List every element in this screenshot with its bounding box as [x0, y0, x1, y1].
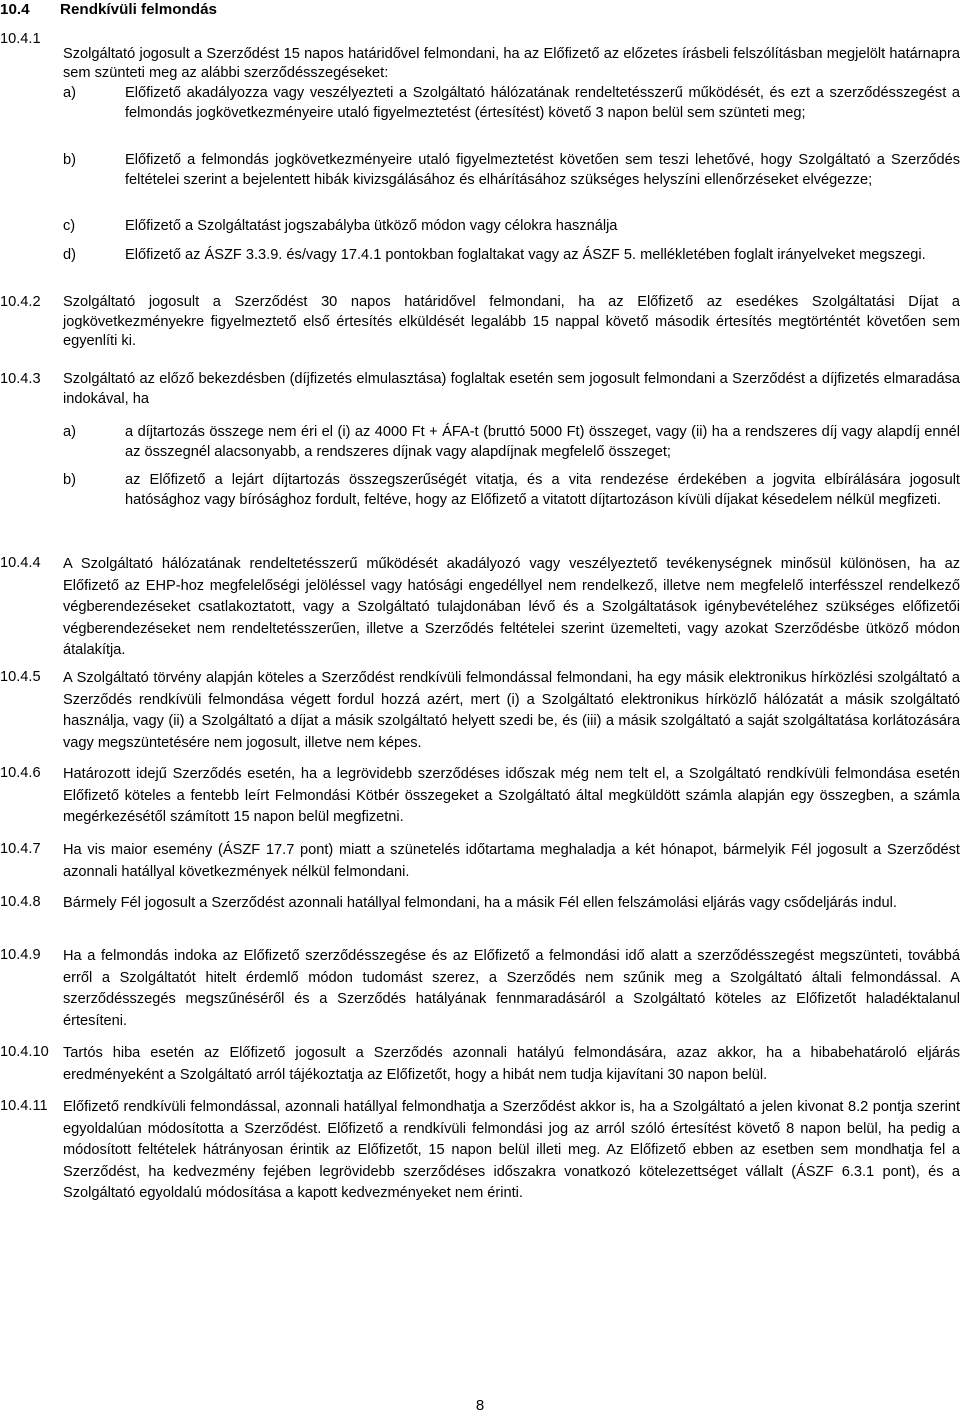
list-item	[0, 423, 960, 462]
clause-10-4-8	[0, 893, 960, 915]
clause-text: Előfizető rendkívüli felmondással, azonnali hatállyal felmondhatja a Szerződést akkor is, ha a Szolgáltató a jelen kivonat 8.2 pontja szerint egyoldalúan módosította a Szerződést. Előfizető a rendkívüli felmondási jog az arról szóló értesítést követő 8 napon belül, ha pedig a módosított feltételek hátrányosan érintik az Előfizetőt, 15 napon belül illeti meg. Az Előfizető ebben az esetben sem mondhatja fel a Szerződést, ha kedvezmény fejében legrövidebb szerződéses időszakra vonatkozó kötelezettséget vállalt (ÁSZF 6.3.1 pont), és a Szolgáltató egyoldalú módosítása a kapott kedvezményeket nem érinti.	[63, 1099, 960, 1202]
clause-text: Bármely Fél jogosult a Szerződést azonnali hatállyal felmondani, ha a másik Fél ellen felszámolási eljárás vagy csődeljárás indul.	[63, 895, 897, 911]
clause-number: 10.4.11	[0, 1098, 48, 1114]
list-item-text: az Előfizető a lejárt díjtartozás összegszerűségét vitatja, és a vita rendezése érdekében a jogvita elbírálására jogosult hatósághoz vagy bírósághoz fordult, feltéve, hogy az Előfizető a vitatott díjtartozáson kívüli díjakat késedelem nélkül megfizeti.	[125, 472, 960, 508]
clause-number: 10.4.10	[0, 1044, 49, 1060]
clause-text: Ha a felmondás indoka az Előfizető szerződésszegése és az Előfizető a felmondási idő alatt a szerződésszegést megszünteti, továbbá erről a Szolgáltatót hitelt érdemlő módon tudomást szerez, a Szerződés nem szűnik meg a Szolgáltató általi felmondással. A szerződésszegés megszűnéséről és a Szerződés hatályának fennmaradásáról a Szolgáltató köteles az Előfizetőt haladéktalanul értesíteni.	[63, 948, 960, 1029]
clause-10-4-2	[0, 293, 960, 352]
clause-number: 10.4.9	[0, 947, 41, 963]
clause-number: 10.4.8	[0, 894, 41, 910]
clause-number: 10.4.6	[0, 765, 41, 781]
clause-text: A Szolgáltató törvény alapján köteles a Szerződést rendkívüli felmondással felmondani, ha egy másik elektronikus hírközlési szolgáltató a Szerződés rendkívüli felmondása végett fordul hozzá azért, mert (i) a Szolgáltató elektronikus hírközlő hálózatát a másik szolgáltató használja, vagy (ii) a Szolgáltató a díjat a másik szolgáltató helyett szedi be, és (iii) a másik szolgáltató a saját szolgáltatása korlátozására vagy megszüntetésére nem jogosult, illetve nem képes.	[63, 670, 960, 751]
clause-10-4-6	[0, 764, 960, 829]
list-item-label: a)	[63, 85, 76, 101]
clause-number: 10.4.4	[0, 555, 41, 571]
list-item-label: a)	[63, 424, 76, 440]
list-item-text: a díjtartozás összege nem éri el (i) az 4000 Ft + ÁFA-t (bruttó 5000 Ft) összeget, vagy (ii) ha a rendszeres díj vagy alapdíj ennél az összegnél alacsonyabb, a rendszeres díjnak vagy alapdíjnak megfelelő összeget;	[125, 424, 960, 460]
clause-text: Határozott idejű Szerződés esetén, ha a legrövidebb szerződéses időszak még nem telt el, a Szolgáltató rendkívüli felmondása esetén Előfizető köteles a fentebb leírt Felmondási Kötbér összegeket a Szolgáltató által megküldött számla alapján egy összegben, a számla megérkezésétől számított 15 napon belül megfizetni.	[63, 766, 960, 826]
clause-number: 10.4.1	[0, 31, 41, 47]
section-number: 10.4	[0, 1, 30, 18]
list-item	[0, 471, 960, 510]
clause-10-4-11	[0, 1097, 960, 1205]
section-heading	[0, 0, 217, 20]
clause-10-4-4	[0, 554, 960, 662]
clause-10-4-5	[0, 668, 960, 754]
list-item-label: c)	[63, 218, 76, 234]
clause-number: 10.4.7	[0, 841, 41, 857]
list-item	[0, 151, 960, 190]
clause-text: Szolgáltató jogosult a Szerződést 15 napos határidővel felmondani, ha az Előfizető az előzetes írásbeli felszólításban megjelölt határnapra sem szünteti meg az alábbi szerződésszegéseket:	[63, 45, 960, 82]
list-item-text: Előfizető a Szolgáltatást jogszabályba ütköző módon vagy célokra használja	[125, 218, 618, 234]
list-item-text: Előfizető akadályozza vagy veszélyezteti a Szolgáltató hálózatának rendeltetésszerű működését, és ezt a szerződésszegést a felmondás jogkövetkezményeire utaló figyelmeztetést (értesítést) követő 3 napon belül sem szünteti meg;	[125, 85, 960, 121]
clause-text: Szolgáltató jogosult a Szerződést 30 napos határidővel felmondani, ha az Előfizető az esedékes Szolgáltatási Díjat a jogkövetkezményekre figyelmeztető első értesítés elküldését legalább 15 nappal követő második értesítés megtörténtét követően sem egyenlíti ki.	[63, 294, 960, 350]
clause-10-4-9	[0, 946, 960, 1032]
page-number: 8	[475, 1397, 485, 1414]
clause-10-4-10	[0, 1043, 960, 1086]
list-item-label: b)	[63, 472, 76, 488]
clause-text: Ha vis maior esemény (ÁSZF 17.7 pont) miatt a szünetelés időtartama meghaladja a két hónapot, bármelyik Fél jogosult a Szerződést azonnali hatállyal következmények nélkül felmondani.	[63, 842, 960, 880]
clause-text: Szolgáltató az előző bekezdésben (díjfizetés elmulasztása) foglaltak esetén sem jogosult felmondani a Szerződést a díjfizetés elmaradása indokával, ha	[63, 371, 960, 407]
list-item-label: d)	[63, 247, 76, 263]
list-item	[0, 246, 960, 266]
clause-text: A Szolgáltató hálózatának rendeltetésszerű működését akadályozó vagy veszélyeztető tevékenységnek minősül különösen, ha az Előfizető az EHP-hoz megfelelőségi jelöléssel vagy hatósági engedéllyel nem rendelkező, illetve nem megfelelő interfésszel rendelkező végberendezéseket csatlakoztatott, vagy a Szolgáltató tulajdonában lévő és a Szolgáltatások igénybevételéhez szükséges előfizetői végberendezéseket nem rendeltetésszerűen, illetve a Szerződés feltételei szerint üzemelteti, vagy azokat Szerződésbe ütköző módon átalakítja.	[63, 556, 960, 659]
clause-number: 10.4.5	[0, 669, 41, 685]
list-item-text: Előfizető a felmondás jogkövetkezményeire utaló figyelmeztetést követően sem teszi lehetővé, hogy Szolgáltató a Szerződés feltételei szerint a bejelentett hibák kivizsgálásához és elhárításához szükséges helyszíni ellenőrzéseket elvégezze;	[125, 152, 960, 188]
list-item	[0, 84, 960, 123]
list-item-label: b)	[63, 152, 76, 168]
list-item-text: Előfizető az ÁSZF 3.3.9. és/vagy 17.4.1 pontokban foglaltakat vagy az ÁSZF 5. mellékletében foglalt irányelveket megszegi.	[125, 247, 926, 263]
section-title: Rendkívüli felmondás	[60, 1, 217, 18]
clause-text: Tartós hiba esetén az Előfizető jogosult a Szerződés azonnali hatályú felmondására, azaz akkor, ha a hibabehatároló eljárás eredményeként a Szolgáltató arról tájékoztatja az Előfizetőt, hogy a hibát nem tudja kijavítani 30 napon belül.	[63, 1045, 960, 1083]
clause-10-4-7	[0, 840, 960, 883]
list-item	[0, 217, 960, 237]
clause-number: 10.4.2	[0, 294, 41, 310]
clause-number: 10.4.3	[0, 371, 41, 387]
clause-10-4-3	[0, 370, 960, 409]
